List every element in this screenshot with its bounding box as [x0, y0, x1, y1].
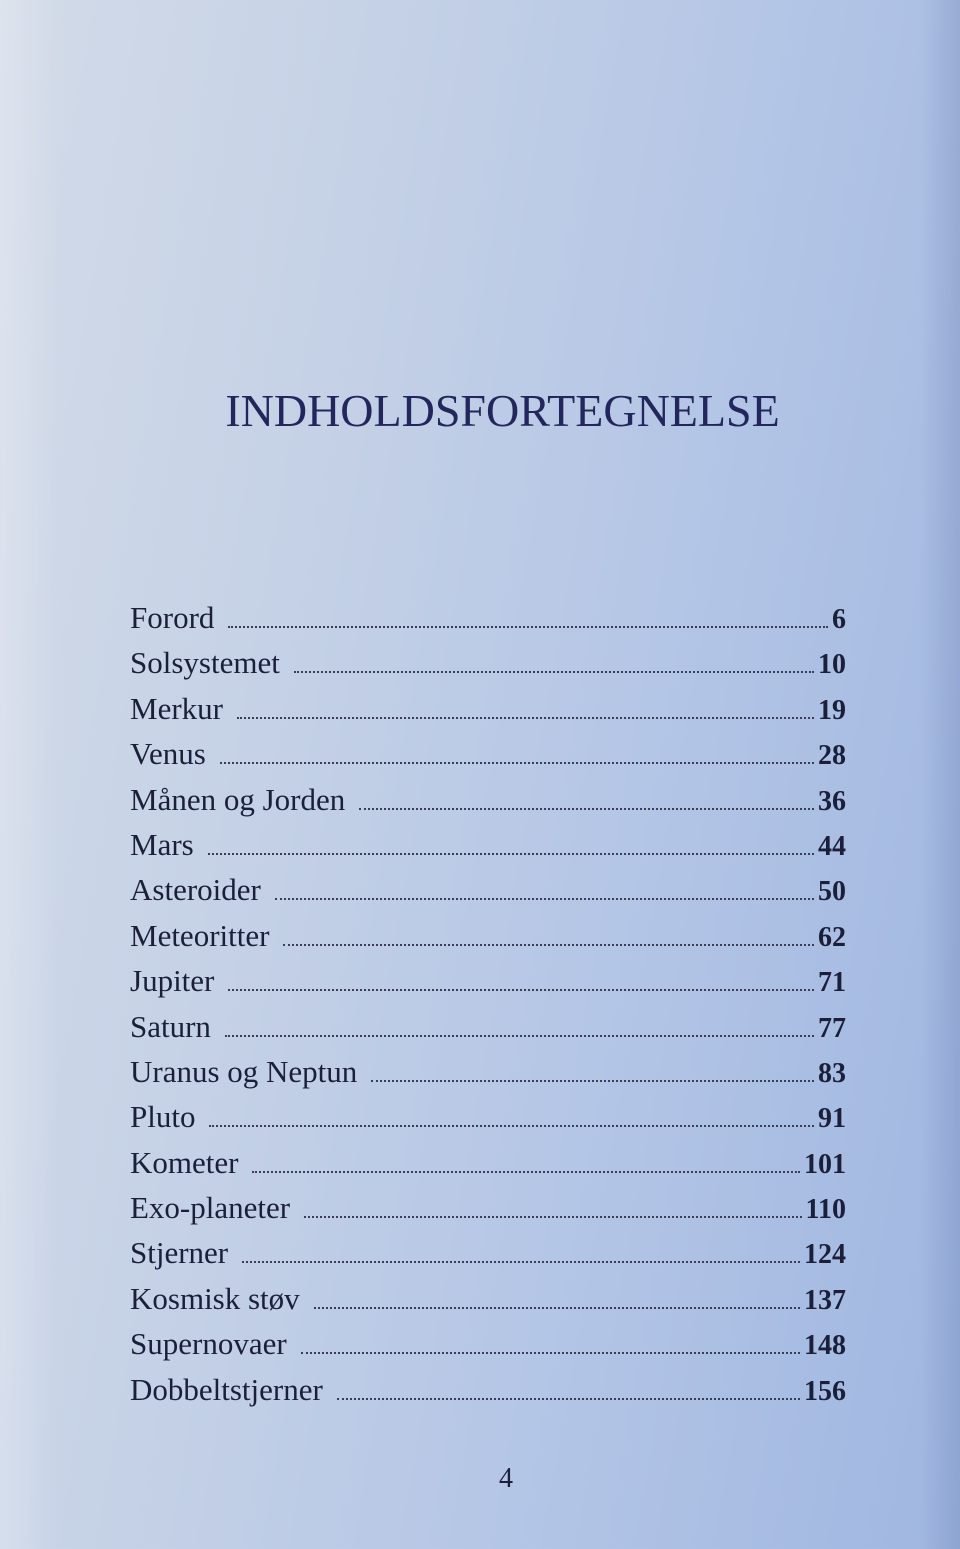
dot-leader: [220, 758, 814, 764]
toc-entry: [130, 1145, 846, 1190]
toc-entry-page: 148: [804, 1330, 846, 1362]
toc-entry-label: Mars: [130, 826, 194, 862]
toc-entry-page: 101: [804, 1148, 846, 1180]
page-number: 4: [499, 1463, 513, 1494]
toc-entry: [130, 645, 846, 690]
toc-entry-label: Kometer: [130, 1144, 239, 1180]
dot-leader: [252, 1167, 800, 1173]
dot-leader: [359, 804, 814, 810]
dot-leader: [225, 1031, 814, 1037]
table-of-contents: [130, 600, 846, 1417]
dot-leader: [283, 940, 814, 946]
toc-entry-page: 36: [818, 785, 846, 817]
toc-entry-page: 110: [805, 1194, 846, 1226]
toc-entry-label: Meteoritter: [130, 917, 270, 953]
toc-entry-label: Månen og Jorden: [130, 781, 346, 817]
toc-entry: [130, 963, 846, 1008]
toc-entry-page: 124: [804, 1239, 846, 1271]
toc-entry: [130, 1235, 846, 1280]
toc-entry: [130, 782, 846, 827]
toc-entry-label: Dobbeltstjerner: [130, 1371, 323, 1407]
toc-entry-label: Solsystemet: [130, 645, 280, 681]
toc-entry-label: Pluto: [130, 1099, 196, 1135]
toc-entry-page: 156: [804, 1375, 846, 1407]
toc-entry-label: Exo-planeter: [130, 1190, 291, 1226]
toc-entry-page: 71: [818, 967, 846, 999]
dot-leader: [228, 985, 814, 991]
page-shade-right: [920, 0, 960, 1549]
dot-leader: [228, 622, 828, 628]
dot-leader: [314, 1303, 800, 1309]
dot-leader: [371, 1076, 814, 1082]
dot-leader: [209, 1121, 814, 1127]
toc-entry-page: 50: [818, 876, 846, 908]
toc-entry-page: 137: [804, 1284, 846, 1316]
dot-leader: [208, 849, 814, 855]
toc-entry-page: 28: [818, 740, 846, 772]
toc-entry-page: 77: [818, 1012, 846, 1044]
page-shade-left: [0, 0, 60, 1549]
dot-leader: [294, 667, 814, 673]
toc-entry: [130, 827, 846, 872]
dot-leader: [304, 1212, 801, 1218]
toc-entry: [130, 1009, 846, 1054]
toc-entry-label: Asteroider: [130, 872, 261, 908]
toc-entry: [130, 1372, 846, 1417]
toc-entry: [130, 1281, 846, 1326]
toc-entry-page: 83: [818, 1057, 846, 1089]
toc-entry-label: Uranus og Neptun: [130, 1053, 358, 1089]
dot-leader: [237, 713, 814, 719]
toc-entry: [130, 918, 846, 963]
toc-entry: [130, 736, 846, 781]
toc-entry: [130, 1190, 846, 1235]
dot-leader: [275, 894, 814, 900]
dot-leader: [242, 1257, 800, 1263]
toc-entry: [130, 600, 846, 645]
toc-entry-label: Forord: [130, 600, 215, 635]
toc-entry-page: 6: [832, 604, 846, 635]
page-title: INDHOLDSFORTEGNELSE: [225, 385, 780, 436]
toc-entry-page: 10: [818, 649, 846, 681]
toc-entry: [130, 691, 846, 736]
toc-entry: [130, 1099, 846, 1144]
toc-entry-label: Saturn: [130, 1008, 211, 1044]
toc-entry-page: 19: [818, 694, 846, 726]
toc-entry: [130, 1054, 846, 1099]
toc-entry: [130, 872, 846, 917]
toc-entry-page: 62: [818, 921, 846, 953]
toc-entry-page: 91: [818, 1103, 846, 1135]
toc-entry-label: Merkur: [130, 690, 223, 726]
toc-entry: [130, 1326, 846, 1371]
toc-entry-label: Stjerner: [130, 1235, 229, 1271]
toc-entry-page: 44: [818, 830, 846, 862]
toc-entry-label: Kosmisk støv: [130, 1280, 300, 1316]
toc-entry-label: Venus: [130, 736, 206, 772]
toc-entry-label: Supernovaer: [130, 1326, 287, 1362]
dot-leader: [301, 1348, 800, 1354]
dot-leader: [337, 1394, 800, 1400]
toc-entry-label: Jupiter: [130, 963, 215, 999]
